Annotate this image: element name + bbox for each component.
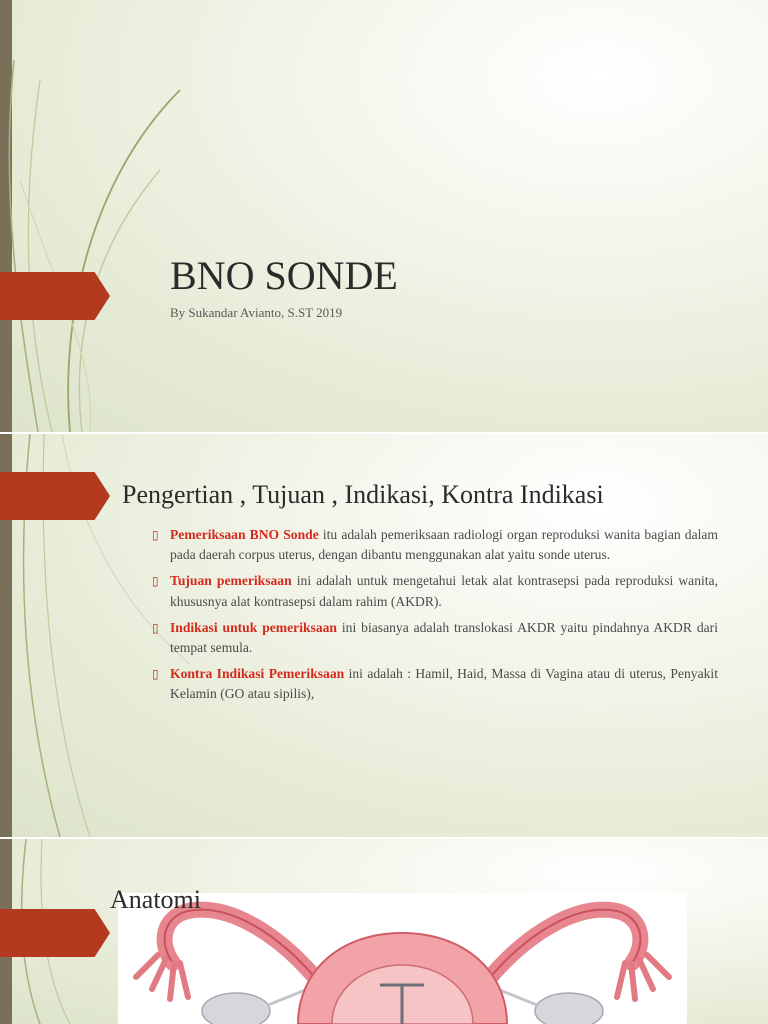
bullet-term: Pemeriksaan BNO Sonde	[170, 527, 319, 542]
bullet-icon: ▯	[152, 667, 159, 682]
definition-slide	[0, 434, 768, 837]
list-item	[152, 571, 718, 611]
slide-title: BNO SONDE	[170, 253, 398, 298]
accent-arrow	[0, 472, 110, 520]
uterus-anatomy-image	[118, 893, 687, 1024]
slide-title: Pengertian , Tujuan , Indikasi, Kontra Indikasi	[122, 480, 604, 509]
list-item	[152, 525, 718, 565]
accent-arrow	[0, 909, 110, 957]
list-item	[152, 664, 718, 704]
bullet-term: Kontra Indikasi Pemeriksaan	[170, 666, 345, 682]
uterus-illustration	[118, 893, 687, 1024]
bullet-icon: ▯	[152, 574, 159, 589]
bullet-list	[152, 525, 718, 711]
title-slide	[0, 0, 768, 432]
accent-arrow	[0, 272, 110, 320]
slide-title: Anatomi	[110, 885, 201, 914]
bullet-icon: ▯	[152, 528, 159, 542]
list-item	[152, 618, 718, 658]
slide-subtitle: By Sukandar Avianto, S.ST 2019	[170, 305, 343, 320]
bullet-icon: ▯	[152, 620, 159, 635]
decorative-swirl	[0, 0, 200, 432]
bullet-text: itu adalah pemeriksaan radiologi organ reproduksi wanita bagian dalam pada daerah corpus uterus, dengan dibantu menggunakan alat yaitu sonde uterus.	[170, 527, 718, 563]
anatomy-slide	[0, 839, 768, 1024]
bullet-term: Tujuan pemeriksaan	[170, 573, 292, 589]
bullet-text: ini adalah : Hamil, Haid, Massa di Vagina atau di uterus, Penyakit Kelamin (GO atau sipilis),	[170, 666, 718, 702]
bullet-term: Indikasi untuk pemeriksaan	[170, 619, 337, 635]
bullet-text: ini adalah untuk mengetahui letak alat kontrasepsi pada reproduksi wanita, khususnya alat kontrasepsi dalam rahim (AKDR).	[170, 573, 718, 609]
bullet-text: ini biasanya adalah translokasi AKDR yaitu pindahnya AKDR dari tempat semula.	[170, 619, 718, 656]
